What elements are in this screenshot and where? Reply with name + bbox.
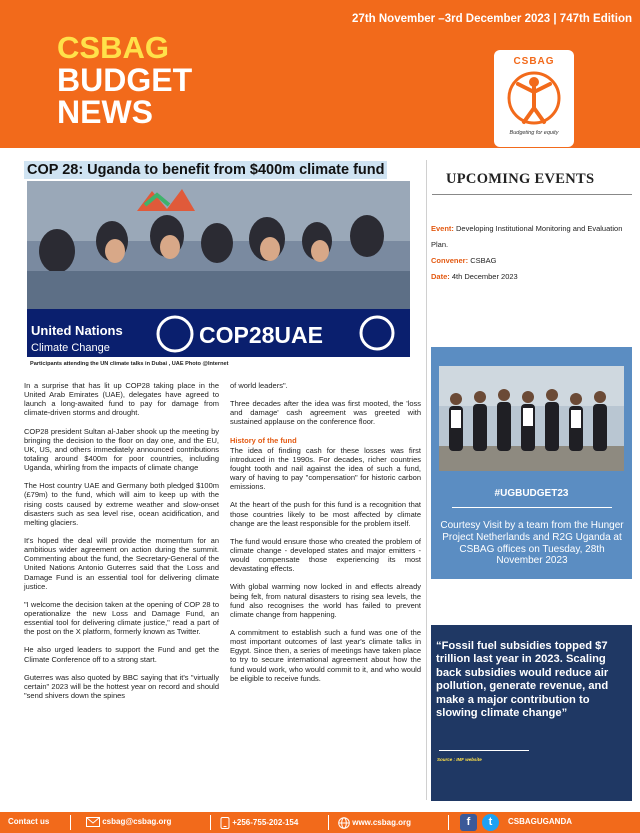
divider [432, 194, 632, 195]
csbag-logo [494, 50, 574, 147]
convener-label: Convener: [431, 256, 469, 266]
team-photo [439, 366, 624, 471]
masthead-line-1: CSBAG [57, 30, 169, 65]
cop28-photo [27, 181, 410, 357]
banner-text-1: United Nations [31, 323, 123, 338]
convener-row [431, 253, 631, 269]
paragraph: The Host country UAE and Germany both pledged $100m (£79m) to the fund, which will aim to keep up with the rising costs caused by extreme weather and slow-onset disasters such as sea level rise, ocean acidification, and melting glaciers. [24, 481, 219, 527]
logo-tagline: Budgeting for equity [509, 130, 559, 136]
twitter-icon[interactable]: t [482, 814, 499, 831]
divider [439, 750, 529, 751]
divider [452, 507, 612, 508]
divider [448, 815, 449, 830]
divider [328, 815, 329, 830]
divider [210, 815, 211, 830]
visit-description: Courtesy Visit by a team from the Hunger Project Netherlands and R2G Uganda at CSBAG offices on Tuesday, 28th November 2023 [440, 520, 624, 567]
facebook-icon[interactable]: f [460, 814, 477, 831]
convener-value: CSBAG [470, 256, 497, 266]
event-value: Developing Institutional Monitoring and Evaluation Plan. [431, 224, 623, 250]
paragraph: Guterres was also quoted by BBC saying that it's "virtually certain" 2023 will be the hottest year on record and should "send shivers down the spines [24, 672, 219, 700]
column-divider [426, 160, 427, 800]
phone-icon [220, 817, 230, 829]
banner-text-2: Climate Change [31, 342, 110, 354]
banner-text-3: COP28UAE [199, 322, 323, 348]
logo-figure-icon [504, 68, 564, 130]
hashtag: #UGBUDGET23 [494, 488, 569, 499]
event-label: Event: [431, 224, 454, 233]
masthead [57, 32, 192, 129]
paragraph: Three decades after the idea was first mooted, the 'loss and damage' cash agreement was greeted with sustained applause on the conference floor. [230, 399, 421, 427]
paragraph: of world leaders". [230, 381, 288, 390]
paragraph: With global warming now locked in and effects already being felt, from natural disasters to rising sea levels, the fund also recognises the world has failed to prevent climate change from happening. [230, 582, 421, 619]
paragraph: In a surprise that has lit up COP28 taking place in the United Arab Emirates (UAE), delegates have agreed to launch a long-awaited fund to pay for damage from climate-driven storms and drought. [24, 381, 219, 418]
date-label: Date: [431, 272, 450, 282]
logo-text: CSBAG [513, 56, 555, 67]
social-handle[interactable]: CSBAGUGANDA [508, 817, 572, 826]
contact-label: Contact us [8, 817, 50, 826]
paragraph: The fund would ensure those who created the problem of climate change - developed states and major emitters - would compensate those experiencing its most devastating effects. [230, 536, 421, 574]
email-link[interactable]: csbag@csbag.org [102, 817, 172, 827]
email-item[interactable] [86, 817, 171, 827]
date-row [431, 269, 631, 285]
subheading-history: History of the fund [230, 435, 297, 445]
paragraph: "I welcome the decision taken at the opening of COP 28 to operationalize the new Loss and Damage Fund, an essential tool for delivering climate justice," read a part of the post on the X platform, formerly known as Twitter. [24, 599, 219, 637]
paragraph: COP28 president Sultan al-Jaber shook up the meeting by bringing the decision to the floor on day one, and the EU, UK, US, and others immediately announced contributions totaling around $400m for poor countries, including Uganda, whirling from the impacts of climate change [24, 426, 219, 473]
event-details [431, 221, 631, 286]
article-column-1 [24, 381, 219, 709]
date-value: 4th December 2023 [451, 272, 518, 282]
edition-date: 27th November –3rd December 2023 | 747th Edition [352, 13, 632, 25]
upcoming-events-title: UPCOMING EVENTS [446, 171, 595, 187]
paragraph: A commitment to establish such a fund was one of the most important outcomes of last year's climate talks in Egypt. Since then, a series of meetings have taken place to try to secure international agreement about how the fund would work, who would commit to it, and who would be eligible to receive funds. [230, 627, 421, 683]
masthead-line-3: NEWS [57, 94, 153, 131]
article-title: COP 28: Uganda to benefit from $400m climate fund [24, 161, 387, 179]
globe-icon [338, 817, 350, 829]
paragraph: The idea of finding cash for these losses was first introduced in the 1990s. For decades, richer countries fought tooth and nail against the idea of such a fund, wary of having to pay "compensation" for historic carbon emissions. [230, 445, 421, 492]
paragraph: At the heart of the push for this fund is a recognition that those countries likely to be most affected by climate change are the least responsible for the problem itself. [230, 500, 421, 528]
article-column-2 [230, 381, 421, 692]
quote-text: “Fossil fuel subsidies topped $7 trillion last year in 2023. Scaling back subsidies would reduce air pollution, generate revenue, and make a major contribution to slowing climate change” [436, 640, 609, 720]
footer [0, 812, 640, 833]
masthead-line-2: BUDGET [57, 61, 193, 98]
mail-icon [86, 817, 100, 827]
paragraph: It's hoped the deal will provide the momentum for an ambitious wider agreement on action during the summit. Commenting about the fund, the Secretary-General of the United Nations Antonio Guterres said that the Loss and Damage Fund is an essential tool for delivering climate justice. [24, 535, 219, 591]
website-link[interactable]: www.csbag.org [352, 818, 412, 828]
phone-number[interactable]: +256-755-202-154 [232, 818, 299, 828]
header-banner [0, 0, 640, 148]
web-item[interactable] [338, 817, 411, 829]
event-row [431, 221, 631, 253]
divider [70, 815, 71, 830]
quote-source: Source : IMF website [437, 757, 482, 762]
photo-caption: Participants attending the UN climate talks in Dubai , UAE Photo @Internet [30, 361, 229, 367]
paragraph: He also urged leaders to support the Fund and get the Climate Conference off to a strong start. [24, 645, 219, 664]
phone-item[interactable] [220, 817, 298, 829]
